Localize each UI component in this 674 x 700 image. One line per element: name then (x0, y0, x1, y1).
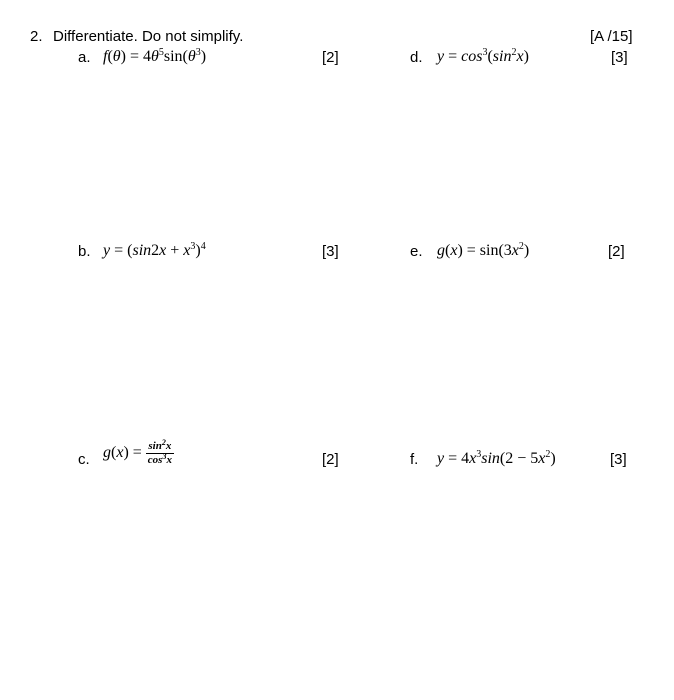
part-c-label: c. (78, 451, 90, 468)
part-a-marks: [2] (322, 49, 339, 66)
part-e-expression: $g(x) = \sin(3x^2)$ (437, 241, 530, 259)
part-f-label: f. (410, 451, 419, 468)
part-a-expression: $f(\theta) = 4\theta^5\sin(\theta^3)$ (103, 47, 207, 65)
part-c-expression: g(x) = $\frac{\sin^2x}{\cos^3x}$ (103, 438, 172, 466)
part-f-marks: [3] (610, 451, 627, 468)
part-c-marks: [2] (322, 451, 339, 468)
part-a-label: a. (78, 49, 91, 66)
part-b-marks: [3] (322, 243, 339, 260)
part-d-label: d. (410, 49, 423, 66)
part-e-label: e. (410, 243, 423, 260)
part-b-label: b. (78, 243, 91, 260)
total-marks: [A /15] (590, 28, 633, 45)
part-e-marks: [2] (608, 243, 625, 260)
part-b-expression: $y = (\sin 2x + x^3)^4$ (103, 241, 206, 259)
question-number: 2. (30, 28, 43, 45)
part-c-fraction: $\frac{\sin^2x}{\cos^3x}$ (147, 438, 172, 466)
part-f-expression: $y = 4x^3\sin(2 - 5x^2)$ (437, 449, 556, 467)
part-d-expression: $y = \cos^3(\sin^2x)$ (437, 47, 529, 65)
part-d-marks: [3] (611, 49, 628, 66)
question-instruction: Differentiate. Do not simplify. (53, 28, 244, 45)
